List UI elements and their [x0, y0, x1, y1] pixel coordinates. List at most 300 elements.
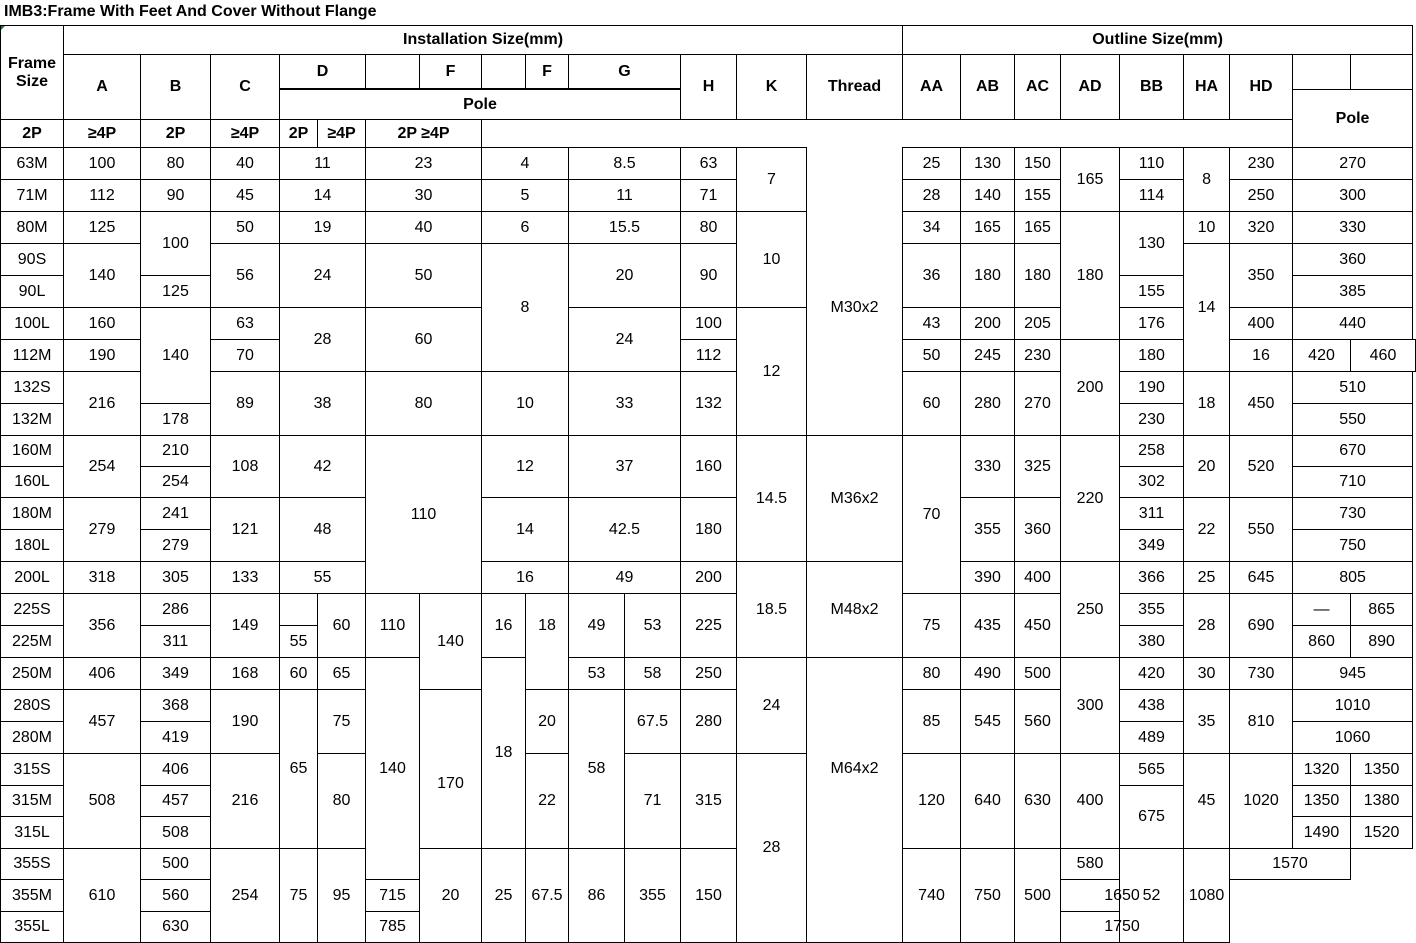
cell-ac: 500: [1015, 658, 1061, 690]
table-row: [1, 148, 1416, 180]
cell-c: 168: [211, 658, 280, 690]
cell-h: 63: [681, 148, 737, 180]
cell-c: 89: [211, 372, 280, 436]
cell-ad: 165: [1061, 148, 1120, 212]
header-ab: AB: [961, 55, 1015, 120]
cell-g-4p: 53: [625, 594, 681, 658]
cell-g: 42.5: [569, 498, 681, 562]
cell-frame: 355L: [1, 912, 64, 943]
cell-e: 50: [366, 244, 482, 308]
header-ac: AC: [1015, 55, 1061, 120]
cell-d: 55: [280, 562, 366, 594]
cell-a: 190: [64, 340, 141, 372]
cell-frame: 225M: [1, 626, 64, 658]
cell-b: 500: [141, 849, 211, 880]
cell-f: 5: [482, 180, 569, 212]
header-f-2p: 2P: [280, 120, 318, 148]
cell-f: 6: [482, 212, 569, 244]
cell-ad: 250: [1061, 562, 1120, 658]
cell-d-4p: 60: [318, 594, 366, 658]
cell-pole-l: 945: [1293, 658, 1413, 690]
cell-h: 100: [681, 308, 737, 340]
table-row: [1, 372, 1416, 404]
cell-ac: 750: [961, 849, 1015, 943]
header-outline-size: Outline Size(mm): [903, 26, 1413, 55]
cell-thread: M64x2: [807, 658, 903, 943]
cell-f-2p: 16: [482, 594, 526, 658]
cell-e: 110: [366, 436, 482, 594]
cell-c: 45: [211, 180, 280, 212]
cell-a: 140: [64, 244, 141, 308]
cell-f-4p: 25: [482, 849, 526, 943]
cell-f-2p: 20: [420, 849, 482, 943]
cell-h: 355: [625, 849, 681, 943]
cell-f-4p: 20: [526, 690, 569, 754]
cell-bb: 565: [1120, 754, 1184, 786]
cell-frame: 180M: [1, 498, 64, 530]
cell-b: 178: [141, 404, 211, 436]
cell-c: 70: [211, 340, 280, 372]
cell-pole-l: 270: [1293, 148, 1413, 180]
cell-aa: 25: [903, 148, 961, 180]
cell-ha: 35: [1184, 690, 1230, 754]
cell-g-4p: 86: [569, 849, 625, 943]
cell-k: 14.5: [737, 436, 807, 562]
cell-pole-l: 1010: [1293, 690, 1413, 722]
cell-c: 149: [211, 594, 280, 658]
cell-aa: 43: [903, 308, 961, 340]
cell-ab: 390: [961, 562, 1015, 594]
cell-bb: 355: [1120, 594, 1184, 626]
cell-bb: 420: [1120, 658, 1184, 690]
cell-aa: 75: [903, 594, 961, 658]
cell-ab: 165: [961, 212, 1015, 244]
cell-a: 318: [64, 562, 141, 594]
header-f: F: [420, 55, 482, 89]
header-installation-size: Installation Size(mm): [64, 26, 903, 55]
cell-bb: 110: [1120, 148, 1184, 180]
cell-e: 30: [366, 180, 482, 212]
cell-frame: 315S: [1, 754, 64, 786]
cell-h: 250: [681, 658, 737, 690]
header-blank-cell: [1351, 55, 1413, 90]
cell-ac: 560: [1015, 690, 1061, 754]
cell-b: 311: [141, 626, 211, 658]
cell-f-4p: 18: [526, 594, 569, 690]
cell-ac: 150: [1015, 148, 1061, 180]
cell-ab: 280: [961, 372, 1015, 436]
cell-pole-l-4p: 1520: [1351, 817, 1413, 849]
cell-bb: 258: [1120, 436, 1184, 467]
cell-g: 11: [569, 180, 681, 212]
cell-ac: 630: [1015, 754, 1061, 849]
cell-b: 254: [141, 467, 211, 498]
cell-hd: 420: [1293, 340, 1351, 372]
cell-d: 24: [280, 244, 366, 308]
cell-hd: 645: [1230, 562, 1293, 594]
cell-pole-l-4p: 865: [1351, 594, 1413, 626]
cell-k: 12: [737, 308, 807, 436]
cell-pole-l: 805: [1293, 562, 1413, 594]
cell-bb: 675: [1120, 786, 1184, 849]
cell-bb: 176: [1120, 308, 1184, 340]
cell-a: 254: [64, 436, 141, 498]
header-blank-cell: [366, 55, 420, 89]
cell-ad: 180: [1061, 212, 1120, 340]
cell-g: 49: [569, 562, 681, 594]
cell-h: 80: [681, 212, 737, 244]
cell-d-2p: 65: [280, 690, 318, 849]
header-pole: Pole: [280, 90, 681, 120]
cell-k: 18.5: [737, 562, 807, 658]
cell-d: 42: [280, 436, 366, 498]
cell-ha: 18: [1184, 372, 1230, 436]
cell-frame: 160M: [1, 436, 64, 467]
cell-ac: 155: [1015, 180, 1061, 212]
cell-hd: 550: [1230, 498, 1293, 562]
cell-e: 60: [366, 308, 482, 372]
cell-bb: 114: [1120, 180, 1184, 212]
cell-aa: 28: [903, 180, 961, 212]
cell-frame: 280S: [1, 690, 64, 722]
cell-frame: 63M: [1, 148, 64, 180]
header-g: G: [569, 55, 681, 89]
cell-ad: 220: [1061, 436, 1120, 562]
cell-ha: 8: [1184, 148, 1230, 212]
cell-g: 8.5: [569, 148, 681, 180]
cell-c: 133: [211, 562, 280, 594]
cell-f-4p: 22: [526, 754, 569, 849]
cell-pole-l: 360: [1293, 244, 1413, 276]
cell-aa: 60: [903, 372, 961, 436]
cell-ha: 52: [1120, 849, 1184, 943]
cell-hd: 400: [1230, 308, 1293, 340]
header-a: A: [64, 55, 141, 120]
cell-c: 254: [211, 849, 280, 943]
cell-ab: 200: [961, 308, 1015, 340]
cell-thread-blank: [807, 148, 903, 308]
cell-ab: 130: [961, 148, 1015, 180]
cell-aa: 80: [903, 658, 961, 690]
cell-frame: 112M: [1, 340, 64, 372]
cell-hd: 730: [1230, 658, 1293, 690]
cell-h: 160: [681, 436, 737, 498]
cell-g-2p: 58: [569, 690, 625, 849]
cell-g-2p: 67.5: [526, 849, 569, 943]
cell-ab: 330: [961, 436, 1015, 498]
table-body: [1, 148, 1416, 943]
cell-hd: 690: [1230, 594, 1293, 658]
cell-ha: 16: [1230, 340, 1293, 372]
cell-pole-l: 670: [1293, 436, 1413, 467]
cell-f: 12: [482, 436, 569, 498]
cell-ac: 205: [1015, 308, 1061, 340]
cell-ab: 640: [961, 754, 1015, 849]
cell-f-2p: 18: [482, 658, 526, 849]
header-d-4p: ≥4P: [64, 120, 141, 148]
table-row: [1, 658, 1416, 690]
cell-d-2p: 55: [280, 626, 318, 658]
cell-a: 112: [64, 180, 141, 212]
cell-frame: 315M: [1, 786, 64, 817]
cell-aa: 120: [903, 754, 961, 849]
table-row: [1, 594, 1416, 626]
header-d: D: [280, 55, 366, 89]
cell-d-4p: 80: [318, 754, 366, 849]
cell-k: 10: [737, 212, 807, 308]
cell-frame: 100L: [1, 308, 64, 340]
cell-pole-l-2p: 1490: [1293, 817, 1351, 849]
cell-d-4p: 95: [318, 849, 366, 943]
cell-b: 419: [141, 722, 211, 754]
header-pole-outline: Pole: [1293, 90, 1413, 148]
cell-h: 90: [681, 244, 737, 308]
cell-hd: 810: [1230, 690, 1293, 754]
cell-hd: 230: [1230, 148, 1293, 180]
table-row: [1, 562, 1416, 594]
cell-bb: 190: [1120, 372, 1184, 404]
cell-pole-l-2p: 1350: [1293, 786, 1351, 817]
cell-b: 80: [141, 148, 211, 180]
cell-frame: 180L: [1, 530, 64, 562]
table-row: [1, 849, 1416, 880]
cell-bb: 230: [1120, 404, 1184, 436]
cell-ac: 450: [1015, 594, 1061, 658]
header-hd: HD: [1230, 55, 1293, 120]
table-row: [1, 498, 1416, 530]
cell-g: 20: [569, 244, 681, 308]
cell-bb: 130: [1120, 212, 1184, 276]
cell-frame: 200L: [1, 562, 64, 594]
table-header: [1, 26, 1416, 148]
header-h: H: [681, 55, 737, 120]
cell-ha: 45: [1184, 754, 1230, 849]
cell-frame: 132M: [1, 404, 64, 436]
header-thread: Thread: [807, 55, 903, 120]
cell-d-4p: 75: [318, 690, 366, 754]
cell-e-2p: 140: [366, 658, 420, 880]
cell-e: 23: [366, 148, 482, 180]
header-f-4p: ≥4P: [318, 120, 366, 148]
cell-a: 406: [64, 658, 141, 690]
cell-ab: 435: [961, 594, 1015, 658]
cell-ad: 300: [1061, 658, 1120, 754]
cell-a: 100: [64, 148, 141, 180]
cell-bb: 180: [1120, 340, 1184, 372]
cell-a: 125: [64, 212, 141, 244]
cell-d-2p-blank: [280, 594, 318, 626]
cell-a: 216: [64, 372, 141, 436]
cell-b: 90: [141, 180, 211, 212]
cell-f: 4: [482, 148, 569, 180]
cell-g: 24: [569, 308, 681, 372]
header-aa: AA: [903, 55, 961, 120]
cell-hd: 250: [1230, 180, 1293, 212]
cell-ab: 140: [961, 180, 1015, 212]
cell-frame: 315L: [1, 817, 64, 849]
cell-c: 40: [211, 148, 280, 180]
cell-bb: 438: [1120, 690, 1184, 722]
cell-ha: 20: [1184, 436, 1230, 498]
cell-b: 140: [141, 308, 211, 404]
cell-d-2p: 60: [280, 658, 318, 690]
cell-b: 100: [141, 212, 211, 276]
header-blank-cell: [1293, 55, 1351, 90]
cell-bb: 349: [1120, 530, 1184, 562]
cell-e-4p: 140: [420, 594, 482, 690]
cell-pole-l-4p: 1380: [1351, 786, 1413, 817]
cell-aa: 50: [903, 340, 961, 372]
cell-ac: 270: [1015, 372, 1061, 436]
cell-h: 132: [681, 372, 737, 436]
cell-d-2p: 75: [280, 849, 318, 943]
table-row: [1, 436, 1416, 467]
cell-frame: 250M: [1, 658, 64, 690]
cell-e: 80: [366, 372, 482, 436]
cell-f: 14: [482, 498, 569, 562]
cell-pole-l: 440: [1293, 308, 1413, 340]
header-bb: BB: [1120, 55, 1184, 120]
dimension-table: [0, 25, 1416, 943]
cell-hd: 1020: [1230, 754, 1293, 849]
cell-h: 112: [681, 340, 737, 372]
cell-h: 200: [681, 562, 737, 594]
cell-ab: 355: [961, 498, 1015, 562]
cell-a: 508: [64, 754, 141, 849]
cell-e-2p: 110: [366, 594, 420, 658]
cell-g: 33: [569, 372, 681, 436]
cell-hd: 320: [1230, 212, 1293, 244]
cell-c: 108: [211, 436, 280, 498]
cell-a: 457: [64, 690, 141, 754]
cell-pole-l: 710: [1293, 467, 1413, 498]
cell-pole-l: 510: [1293, 372, 1413, 404]
cell-ha: 10: [1184, 212, 1230, 244]
cell-bb: 380: [1120, 626, 1184, 658]
cell-b: 241: [141, 498, 211, 530]
cell-pole-l: 300: [1293, 180, 1413, 212]
cell-pole-l: 385: [1293, 276, 1413, 308]
cell-ac: 360: [1015, 498, 1061, 562]
cell-bb: 715: [366, 880, 420, 912]
cell-hd: 1080: [1184, 849, 1230, 943]
cell-d: 48: [280, 498, 366, 562]
cell-pole-l-4p: 890: [1351, 626, 1413, 658]
cell-aa: 85: [903, 690, 961, 754]
cell-a: 160: [64, 308, 141, 340]
cell-pole-l: 1060: [1293, 722, 1413, 754]
cell-ac: 165: [1015, 212, 1061, 244]
cell-b: 279: [141, 530, 211, 562]
table-row: [1, 212, 1416, 244]
cell-c: 50: [211, 212, 280, 244]
cell-ha: 25: [1184, 562, 1230, 594]
cell-bb: 580: [1061, 849, 1120, 880]
cell-pole-l: 460: [1351, 340, 1416, 372]
cell-g-2p: 53: [569, 658, 625, 690]
cell-k: 28: [737, 754, 807, 943]
cell-frame: 90S: [1, 244, 64, 276]
cell-bb: 302: [1120, 467, 1184, 498]
cell-f: 16: [482, 562, 569, 594]
cell-d: 38: [280, 372, 366, 436]
cell-ad: 500: [1015, 849, 1061, 943]
header-b: B: [141, 55, 211, 120]
cell-thread: M48x2: [807, 562, 903, 658]
cell-hd: 520: [1230, 436, 1293, 498]
cell-pole-l: 1750: [1061, 912, 1184, 943]
cell-d: 14: [280, 180, 366, 212]
cell-frame: 355M: [1, 880, 64, 912]
cell-d: 11: [280, 148, 366, 180]
cell-ab: 490: [961, 658, 1015, 690]
cell-c: 216: [211, 754, 280, 849]
cell-c: 56: [211, 244, 280, 308]
cell-b: 560: [141, 880, 211, 912]
header-e-4p: ≥4P: [211, 120, 280, 148]
cell-ab: 245: [961, 340, 1015, 372]
cell-f: 10: [482, 372, 569, 436]
cell-k: 7: [737, 148, 807, 212]
table-row: [1, 244, 1416, 276]
cell-bb: 785: [366, 912, 420, 943]
cell-frame: 225S: [1, 594, 64, 626]
cell-frame: 280M: [1, 722, 64, 754]
cell-c: 63: [211, 308, 280, 340]
cell-aa: 34: [903, 212, 961, 244]
cell-g-4p: 67.5: [625, 690, 681, 754]
cell-ad: 200: [1061, 340, 1120, 436]
cell-d-4p: 65: [318, 658, 366, 690]
header-c: C: [211, 55, 280, 120]
cell-b: 508: [141, 817, 211, 849]
cell-ha: 14: [1184, 244, 1230, 372]
page-title: IMB3:Frame With Feet And Cover Without Flange: [4, 3, 377, 20]
cell-pole-l-4p: 1350: [1351, 754, 1413, 786]
cell-ac: 230: [1015, 340, 1061, 372]
header-e-2p: 2P: [141, 120, 211, 148]
cell-b: 305: [141, 562, 211, 594]
cell-frame: 355S: [1, 849, 64, 880]
cell-pole-l: 750: [1293, 530, 1413, 562]
cell-d: 19: [280, 212, 366, 244]
cell-b: 630: [141, 912, 211, 943]
cell-ab: 740: [903, 849, 961, 943]
cell-g-4p: 58: [625, 658, 681, 690]
cell-bb: 155: [1120, 276, 1184, 308]
cell-g: 15.5: [569, 212, 681, 244]
cell-a: 610: [64, 849, 141, 943]
cell-ha: 30: [1184, 658, 1230, 690]
cell-pole-l: 550: [1293, 404, 1413, 436]
cell-g: 37: [569, 436, 681, 498]
header-ha: HA: [1184, 55, 1230, 120]
cell-c: 121: [211, 498, 280, 562]
cell-h: 71: [681, 180, 737, 212]
cell-frame: 90L: [1, 276, 64, 308]
cell-ha: 28: [1184, 594, 1230, 658]
table-row: [1, 754, 1416, 786]
cell-aa: 150: [681, 849, 737, 943]
header-ad: AD: [1061, 55, 1120, 120]
cell-frame: 80M: [1, 212, 64, 244]
header-frame-size: Frame Size: [1, 26, 64, 120]
cell-thread: M36x2: [807, 436, 903, 562]
cell-f: 8: [482, 244, 569, 372]
table-row: [1, 690, 1416, 722]
cell-h: 225: [681, 594, 737, 658]
cell-pole-l: 330: [1293, 212, 1413, 244]
